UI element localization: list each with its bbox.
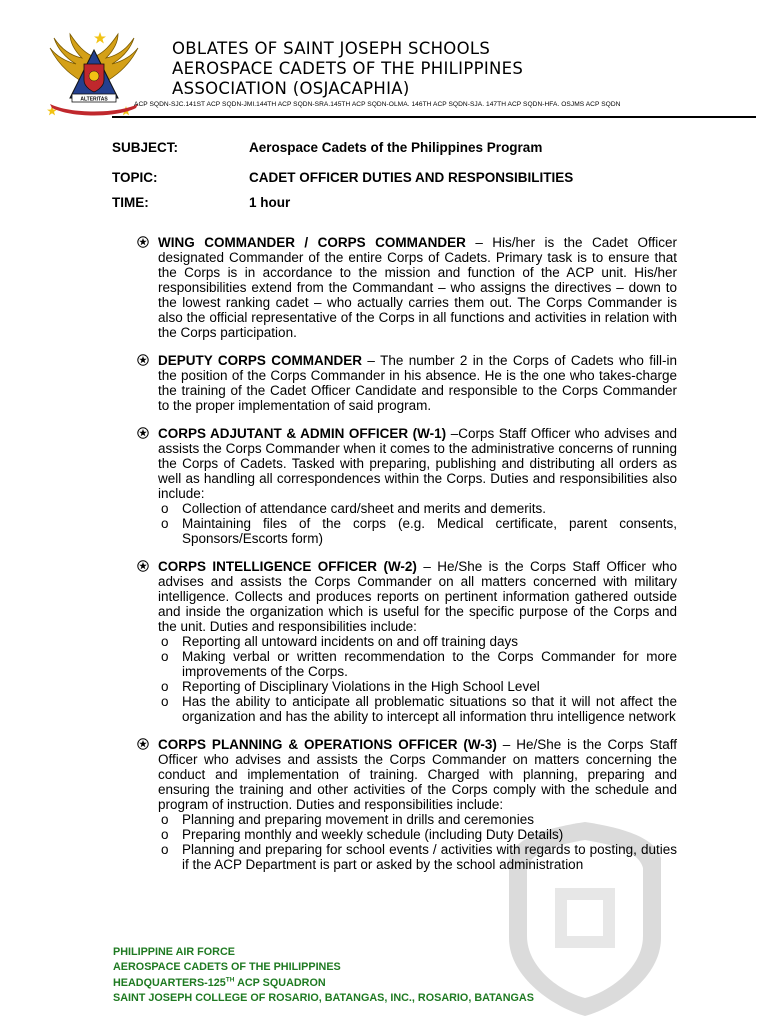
sub-item <box>137 827 677 842</box>
footer-line4: SAINT JOSEPH COLLEGE OF ROSARIO, BATANGAS, INC., ROSARIO, BATANGAS <box>113 992 534 1005</box>
star-bullet-icon <box>137 738 149 750</box>
topic-value: CADET OFFICER DUTIES AND RESPONSIBILITIES <box>249 170 574 185</box>
organization-header <box>172 39 523 99</box>
star-bullet-icon <box>137 354 149 366</box>
sub-bullet-icon: o <box>161 501 169 516</box>
logo-banner-text: ALTERITAS <box>80 96 108 103</box>
org-name-line1: OBLATES OF SAINT JOSEPH SCHOOLS <box>172 39 491 58</box>
header-divider <box>112 116 756 118</box>
sub-bullet-icon: o <box>161 679 169 694</box>
sub-item <box>137 516 677 546</box>
duty-description: – His/her is the Cadet Officer designated Commander of the entire Corps of Cadets. Primary task is to ensure that the Corps is in accordance to the mission and function of the ACP unit. His/her responsibilities extend from the Commandant – who assigns the directives – down to the lowest ranking cadet – who actually carries them out. The Corps Commander is also the official representative of the Corps in all functions and activities in relation with the Corps participation. <box>158 235 677 340</box>
sub-item <box>137 842 677 872</box>
duty-item <box>137 559 677 724</box>
footer-line2: AEROSPACE CADETS OF THE PHILIPPINES <box>113 961 341 974</box>
star-bullet-icon <box>137 427 149 439</box>
sub-item-text: Reporting of Disciplinary Violations in the High School Level <box>182 679 540 694</box>
sub-bullet-icon: o <box>161 516 169 531</box>
duty-title: WING COMMANDER / CORPS COMMANDER <box>158 235 466 250</box>
sub-item-text: Making verbal or written recommendation to the Corps Commander for more improvements of the Corps. <box>182 649 677 679</box>
duty-item <box>137 737 677 872</box>
topic-label: TOPIC: <box>112 170 158 185</box>
duty-item <box>137 426 677 546</box>
sub-bullet-icon: o <box>161 649 169 664</box>
sub-item-text: Reporting all untoward incidents on and off training days <box>182 634 518 649</box>
sub-item <box>137 679 677 694</box>
footer-line3-end: ACP SQUADRON <box>234 976 326 989</box>
duty-item <box>137 235 677 340</box>
duty-description: – The number 2 in the Corps of Cadets who fill-in the position of the Corps Commander in his absence. He is the one who takes-charge the training of the Cadet Officer Candidate and responsible to the Corps Commander to the proper implementation of said program. <box>158 353 677 413</box>
sub-item-text: Planning and preparing for school events / activities with regards to posting, duties if the ACP Department is part or asked by the school administration <box>182 842 677 872</box>
sub-item <box>137 501 677 516</box>
time-value: 1 hour <box>249 195 291 210</box>
org-name-line2: AEROSPACE CADETS OF THE PHILIPPINES <box>172 59 524 78</box>
duties-list <box>137 235 677 885</box>
sub-item <box>137 649 677 679</box>
star-bullet-icon <box>137 560 149 572</box>
sub-item-text: Preparing monthly and weekly schedule (including Duty Details) <box>182 827 564 842</box>
duty-title: CORPS ADJUTANT & ADMIN OFFICER (W-1) <box>158 426 447 441</box>
duty-title: CORPS PLANNING & OPERATIONS OFFICER (W-3) <box>158 737 497 752</box>
sub-item-text: Collection of attendance card/sheet and merits and demerits. <box>182 501 546 516</box>
sub-item <box>137 694 677 724</box>
sub-bullet-icon: o <box>161 842 169 857</box>
footer-line1: PHILIPPINE AIR FORCE <box>113 946 235 958</box>
subject-value: Aerospace Cadets of the Philippines Program <box>249 140 543 155</box>
sub-item-text: Has the ability to anticipate all problematic situations so that it will not affect the organization and has the ability to intercept all information thru intelligence network <box>182 694 677 724</box>
squadron-list: ACP SQDN-SJC.141ST ACP SQDN-JMI.144TH ACP SQDN-SRA.145TH ACP SQDN-OLMA. 146TH ACP SQDN-SJA. 147TH ACP SQDN-HFA. OSJMS ACP SQDN <box>134 101 621 108</box>
footer-line3-sup: TH <box>225 976 235 984</box>
sub-bullet-icon: o <box>161 634 169 649</box>
star-bullet-icon <box>137 236 149 248</box>
sub-item-text: Maintaining files of the corps (e.g. Medical certificate, parent consents, Sponsors/Escorts form) <box>182 516 677 546</box>
time-label: TIME: <box>112 195 149 210</box>
sub-bullet-icon: o <box>161 812 169 827</box>
sub-bullet-icon: o <box>161 694 169 709</box>
footer-line3-start: HEADQUARTERS-125 <box>113 976 226 989</box>
duty-description: – He/She is the Corps Staff Officer who advises and assists the Corps Commander on matters concerning the conduct and implementation of training. Charged with planning, preparing and ensuring the training and other activities of the Corps comply with the schedule and program of instruction. Duties and responsibilities include: <box>158 737 677 812</box>
sub-item <box>137 812 677 827</box>
sub-bullet-icon: o <box>161 827 169 842</box>
duty-title: CORPS INTELLIGENCE OFFICER (W-2) <box>158 559 417 574</box>
duty-description: – He/She is the Corps Staff Officer who advises and assists the Corps Commander on all matters concerned with military intelligence. Collects and produces reports on pertinent information gathered outside and inside the organization which is useful for the specific purpose of the Corps and the unit. Duties and responsibilities include: <box>158 559 677 634</box>
sub-item-text: Planning and preparing movement in drills and ceremonies <box>182 812 534 827</box>
footer-line3 <box>113 976 534 991</box>
footer <box>113 945 534 1007</box>
sub-item <box>137 634 677 649</box>
org-name-line3: ASSOCIATION (OSJACAPHIA) <box>172 79 410 98</box>
duty-title: DEPUTY CORPS COMMANDER <box>158 353 363 368</box>
duty-item <box>137 353 677 413</box>
acp-logo <box>40 30 148 120</box>
duty-description: –Corps Staff Officer who advises and assists the Corps Commander when it comes to the administrative concerns of running the Corps of Cadets. Tasked with preparing, publishing and distributing all orders as well as handling all correspondences within the Corps. Duties and responsibilities also include: <box>158 426 677 501</box>
subject-label: SUBJECT: <box>112 140 179 155</box>
